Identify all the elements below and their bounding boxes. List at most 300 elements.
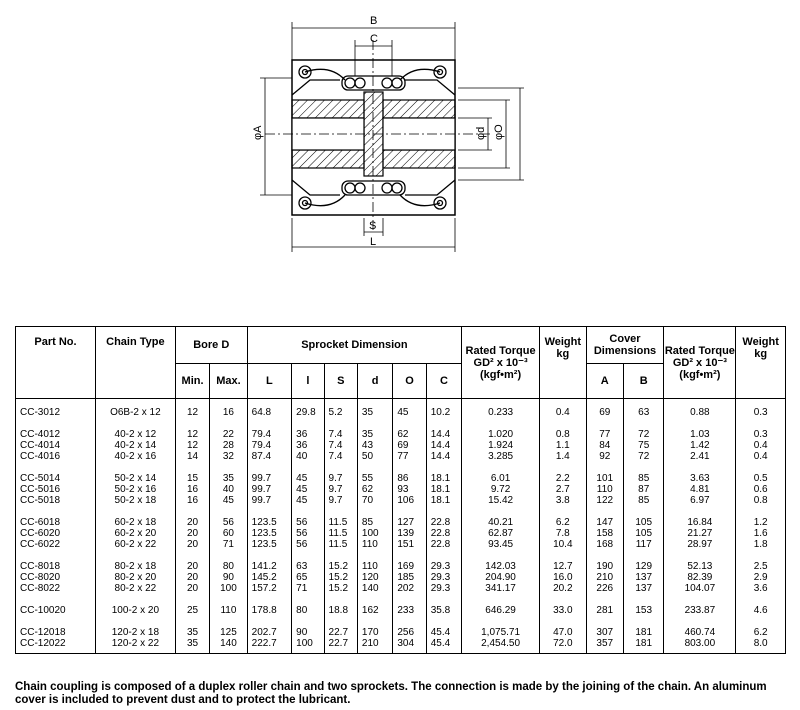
cell-l: 40: [292, 451, 324, 462]
cell-weight: 16.0: [540, 572, 587, 583]
cell-O: 106: [393, 495, 426, 506]
cell-C: 22.8: [426, 517, 461, 528]
cell-weight-2: 0.6: [736, 484, 786, 495]
cell-O: 202: [393, 583, 426, 594]
cell-chain-type: 40-2 x 12: [95, 429, 175, 440]
cell-bore-max: 22: [210, 429, 247, 440]
cell-rated-torque-2: 3.63: [664, 473, 736, 484]
cell-weight-2: 4.6: [736, 605, 786, 616]
cell-rated-torque-2: 82.39: [664, 572, 736, 583]
cell-part-no: CC-10020: [16, 605, 96, 616]
cell-O: 93: [393, 484, 426, 495]
cell-cover-A: 122: [586, 495, 623, 506]
cell-C: 10.2: [426, 407, 461, 418]
cell-d: 120: [357, 572, 392, 583]
cell-bore-max: 16: [210, 407, 247, 418]
cell-rated-torque-2: 1.03: [664, 429, 736, 440]
cell-rated-torque: 1.924: [462, 440, 540, 451]
cell-C: 14.4: [426, 451, 461, 462]
cell-O: 185: [393, 572, 426, 583]
dim-label-dd: φd: [475, 126, 487, 140]
cell-weight: 2.7: [540, 484, 587, 495]
cell-l: 45: [292, 473, 324, 484]
cell-O: 45: [393, 407, 426, 418]
cell-cover-A: 69: [586, 407, 623, 418]
cell-rated-torque-2: 4.81: [664, 484, 736, 495]
cell-bore-min: 20: [175, 517, 209, 528]
cell-weight-2: 0.3: [736, 429, 786, 440]
cell-weight-2: 3.6: [736, 583, 786, 594]
cell-cover-A: 92: [586, 451, 623, 462]
cell-part-no: CC-12018: [16, 627, 96, 638]
cell-L: 178.8: [247, 605, 292, 616]
cell-l: 29.8: [292, 407, 324, 418]
cell-rated-torque: 6.01: [462, 473, 540, 484]
dim-label-B: B: [370, 15, 378, 27]
cell-d: 70: [357, 495, 392, 506]
cell-S: 11.5: [324, 528, 357, 539]
cell-L: 222.7: [247, 638, 292, 654]
cell-C: 14.4: [426, 429, 461, 440]
cell-bore-max: 90: [210, 572, 247, 583]
group-spacer: [16, 550, 786, 561]
header-weight: Weight kg: [540, 327, 587, 399]
cell-weight-2: 1.8: [736, 539, 786, 550]
dim-label-S: S: [369, 220, 377, 232]
cell-cover-B: 137: [623, 572, 663, 583]
cell-cover-B: 117: [623, 539, 663, 550]
cell-bore-min: 16: [175, 484, 209, 495]
cell-cover-A: 307: [586, 627, 623, 638]
cell-cover-B: 181: [623, 627, 663, 638]
cell-d: 100: [357, 528, 392, 539]
header-rated-torque: [462, 327, 540, 399]
table-row: [16, 440, 786, 451]
cell-cover-A: 84: [586, 440, 623, 451]
cell-rated-torque: 62.87: [462, 528, 540, 539]
cell-bore-max: 45: [210, 495, 247, 506]
cell-d: 162: [357, 605, 392, 616]
table-row: [16, 451, 786, 462]
cell-weight: 7.8: [540, 528, 587, 539]
cell-weight-2: 1.6: [736, 528, 786, 539]
cell-cover-A: 190: [586, 561, 623, 572]
table-row: [16, 572, 786, 583]
cell-weight: 12.7: [540, 561, 587, 572]
cell-weight: 1.1: [540, 440, 587, 451]
cell-rated-torque: 1.020: [462, 429, 540, 440]
cell-bore-min: 16: [175, 495, 209, 506]
cell-chain-type: 40-2 x 16: [95, 451, 175, 462]
cell-d: 50: [357, 451, 392, 462]
group-spacer: [16, 399, 786, 408]
cell-rated-torque: 0.233: [462, 407, 540, 418]
cell-cover-B: 129: [623, 561, 663, 572]
cell-L: 145.2: [247, 572, 292, 583]
cell-S: 5.2: [324, 407, 357, 418]
cell-bore-max: 125: [210, 627, 247, 638]
cell-rated-torque-2: 16.84: [664, 517, 736, 528]
cell-rated-torque-2: 28.97: [664, 539, 736, 550]
cell-rated-torque: 15.42: [462, 495, 540, 506]
cell-rated-torque-2: 104.07: [664, 583, 736, 594]
cell-bore-max: 60: [210, 528, 247, 539]
cell-part-no: CC-4012: [16, 429, 96, 440]
cell-L: 99.7: [247, 484, 292, 495]
cell-bore-max: 35: [210, 473, 247, 484]
cell-part-no: CC-8022: [16, 583, 96, 594]
cell-weight: 72.0: [540, 638, 587, 654]
cell-chain-type: 50-2 x 14: [95, 473, 175, 484]
cell-weight-2: 6.2: [736, 627, 786, 638]
cell-O: 77: [393, 451, 426, 462]
group-spacer: [16, 462, 786, 473]
cell-L: 64.8: [247, 407, 292, 418]
cell-S: 7.4: [324, 440, 357, 451]
cell-part-no: CC-6018: [16, 517, 96, 528]
cell-weight: 0.4: [540, 407, 587, 418]
cell-bore-min: 12: [175, 407, 209, 418]
cell-rated-torque: 646.29: [462, 605, 540, 616]
table-row: [16, 473, 786, 484]
cell-d: 35: [357, 429, 392, 440]
cell-bore-min: 14: [175, 451, 209, 462]
cell-bore-max: 28: [210, 440, 247, 451]
header-cover-dimensions: Cover Dimensions: [586, 327, 664, 364]
cell-l: 63: [292, 561, 324, 572]
spec-table: [15, 326, 786, 654]
cell-L: 141.2: [247, 561, 292, 572]
table-row: [16, 517, 786, 528]
cell-bore-max: 140: [210, 638, 247, 654]
dim-label-C: C: [370, 33, 378, 45]
cell-C: 14.4: [426, 440, 461, 451]
cell-bore-max: 100: [210, 583, 247, 594]
cell-O: 256: [393, 627, 426, 638]
cell-weight-2: 0.4: [736, 451, 786, 462]
cell-O: 62: [393, 429, 426, 440]
cell-bore-max: 40: [210, 484, 247, 495]
cell-O: 233: [393, 605, 426, 616]
header-d: d: [357, 364, 392, 399]
cell-rated-torque: 204.90: [462, 572, 540, 583]
cell-rated-torque-2: 21.27: [664, 528, 736, 539]
cell-part-no: CC-5014: [16, 473, 96, 484]
cell-bore-min: 20: [175, 528, 209, 539]
gd2-label-2: GD² x 10⁻³: [672, 356, 727, 369]
cell-C: 18.1: [426, 473, 461, 484]
cell-rated-torque: 1,075.71: [462, 627, 540, 638]
cell-bore-max: 32: [210, 451, 247, 462]
cell-weight-2: 0.4: [736, 440, 786, 451]
cell-cover-B: 72: [623, 451, 663, 462]
cell-L: 79.4: [247, 440, 292, 451]
gd2-unit: (kgf•m²): [480, 368, 522, 381]
cell-rated-torque-2: 0.88: [664, 407, 736, 418]
cell-chain-type: 60-2 x 22: [95, 539, 175, 550]
cell-S: 11.5: [324, 517, 357, 528]
cell-rated-torque: 40.21: [462, 517, 540, 528]
cell-L: 157.2: [247, 583, 292, 594]
dim-label-dO: φO: [493, 124, 505, 140]
cell-d: 55: [357, 473, 392, 484]
cell-chain-type: 120-2 x 22: [95, 638, 175, 654]
cell-chain-type: 120-2 x 18: [95, 627, 175, 638]
cell-weight-2: 2.9: [736, 572, 786, 583]
cell-weight: 0.8: [540, 429, 587, 440]
cell-cover-A: 226: [586, 583, 623, 594]
cell-S: 9.7: [324, 495, 357, 506]
cell-O: 69: [393, 440, 426, 451]
cell-cover-B: 153: [623, 605, 663, 616]
cell-L: 123.5: [247, 528, 292, 539]
cell-cover-B: 87: [623, 484, 663, 495]
cell-cover-A: 101: [586, 473, 623, 484]
table-row: [16, 495, 786, 506]
cell-part-no: CC-5018: [16, 495, 96, 506]
cell-rated-torque: 3.285: [462, 451, 540, 462]
cell-cover-B: 137: [623, 583, 663, 594]
coupling-drawing: [0, 0, 800, 320]
cell-C: 35.8: [426, 605, 461, 616]
cell-d: 210: [357, 638, 392, 654]
cell-rated-torque: 341.17: [462, 583, 540, 594]
cell-O: 139: [393, 528, 426, 539]
cell-l: 36: [292, 440, 324, 451]
header-chain-type: Chain Type: [95, 327, 175, 399]
cell-C: 22.8: [426, 528, 461, 539]
cell-weight: 20.2: [540, 583, 587, 594]
cell-cover-A: 77: [586, 429, 623, 440]
cell-O: 86: [393, 473, 426, 484]
cell-rated-torque: 142.03: [462, 561, 540, 572]
cell-cover-B: 85: [623, 473, 663, 484]
cell-L: 99.7: [247, 473, 292, 484]
cell-bore-min: 25: [175, 605, 209, 616]
cell-d: 110: [357, 539, 392, 550]
table-row: [16, 429, 786, 440]
cell-C: 45.4: [426, 627, 461, 638]
spec-table-body: [16, 399, 786, 654]
cell-cover-B: 105: [623, 528, 663, 539]
table-row: [16, 605, 786, 616]
cell-l: 65: [292, 572, 324, 583]
cell-d: 43: [357, 440, 392, 451]
table-row: [16, 627, 786, 638]
header-bore-max: Max.: [210, 364, 247, 399]
cell-cover-B: 63: [623, 407, 663, 418]
header-l: l: [292, 364, 324, 399]
table-row: [16, 407, 786, 418]
cell-rated-torque: 93.45: [462, 539, 540, 550]
torque-label-2: Rated Torque: [664, 344, 735, 357]
cell-d: 35: [357, 407, 392, 418]
header-rated-torque-2: [664, 327, 736, 399]
dim-label-L: L: [370, 236, 377, 248]
cell-l: 80: [292, 605, 324, 616]
cell-weight: 1.4: [540, 451, 587, 462]
cell-part-no: CC-4014: [16, 440, 96, 451]
cell-cover-B: 75: [623, 440, 663, 451]
cell-chain-type: 50-2 x 18: [95, 495, 175, 506]
table-row: [16, 528, 786, 539]
cell-part-no: CC-8018: [16, 561, 96, 572]
cell-weight-2: 8.0: [736, 638, 786, 654]
cell-bore-min: 15: [175, 473, 209, 484]
cell-C: 29.3: [426, 561, 461, 572]
cell-weight: 6.2: [540, 517, 587, 528]
group-spacer: [16, 616, 786, 627]
group-spacer: [16, 418, 786, 429]
header-O: O: [393, 364, 426, 399]
cell-cover-A: 168: [586, 539, 623, 550]
cell-part-no: CC-6022: [16, 539, 96, 550]
table-row: [16, 583, 786, 594]
cell-S: 9.7: [324, 473, 357, 484]
cell-part-no: CC-6020: [16, 528, 96, 539]
cell-weight: 3.8: [540, 495, 587, 506]
header-cover-B: B: [623, 364, 663, 399]
cell-bore-min: 12: [175, 440, 209, 451]
cell-cover-A: 357: [586, 638, 623, 654]
cell-L: 87.4: [247, 451, 292, 462]
cell-l: 36: [292, 429, 324, 440]
cell-S: 18.8: [324, 605, 357, 616]
cell-rated-torque-2: 2.41: [664, 451, 736, 462]
cell-chain-type: 60-2 x 20: [95, 528, 175, 539]
cell-bore-max: 110: [210, 605, 247, 616]
torque-label: Rated Torque: [465, 344, 536, 357]
cell-bore-min: 35: [175, 638, 209, 654]
cell-C: 29.3: [426, 583, 461, 594]
cell-part-no: CC-12022: [16, 638, 96, 654]
cell-l: 45: [292, 495, 324, 506]
cell-chain-type: O6B-2 x 12: [95, 407, 175, 418]
cell-O: 169: [393, 561, 426, 572]
cell-S: 15.2: [324, 561, 357, 572]
cell-cover-A: 281: [586, 605, 623, 616]
cell-C: 18.1: [426, 495, 461, 506]
cell-chain-type: 60-2 x 18: [95, 517, 175, 528]
table-row: [16, 638, 786, 654]
cell-L: 99.7: [247, 495, 292, 506]
cell-S: 22.7: [324, 638, 357, 654]
cell-C: 22.8: [426, 539, 461, 550]
cell-d: 85: [357, 517, 392, 528]
cell-weight: 2.2: [540, 473, 587, 484]
header-part-no: Part No.: [16, 327, 96, 399]
cell-cover-A: 110: [586, 484, 623, 495]
group-spacer: [16, 594, 786, 605]
cell-d: 140: [357, 583, 392, 594]
cell-chain-type: 80-2 x 20: [95, 572, 175, 583]
cell-rated-torque: 2,454.50: [462, 638, 540, 654]
cell-cover-B: 85: [623, 495, 663, 506]
cell-part-no: CC-4016: [16, 451, 96, 462]
cell-S: 15.2: [324, 583, 357, 594]
table-row: [16, 539, 786, 550]
cell-S: 7.4: [324, 451, 357, 462]
cell-part-no: CC-8020: [16, 572, 96, 583]
cell-cover-B: 181: [623, 638, 663, 654]
cell-chain-type: 100-2 x 20: [95, 605, 175, 616]
cell-C: 45.4: [426, 638, 461, 654]
cell-C: 29.3: [426, 572, 461, 583]
cell-rated-torque-2: 52.13: [664, 561, 736, 572]
cell-bore-min: 20: [175, 572, 209, 583]
cell-bore-min: 20: [175, 561, 209, 572]
cell-rated-torque: 9.72: [462, 484, 540, 495]
cell-weight: 47.0: [540, 627, 587, 638]
dim-label-dA: φA: [252, 125, 264, 140]
cell-cover-A: 147: [586, 517, 623, 528]
cell-S: 11.5: [324, 539, 357, 550]
header-bore-min: Min.: [175, 364, 209, 399]
cell-l: 56: [292, 539, 324, 550]
header-weight-2: Weight kg: [736, 327, 786, 399]
cell-rated-torque-2: 1.42: [664, 440, 736, 451]
cell-rated-torque-2: 6.97: [664, 495, 736, 506]
cell-d: 170: [357, 627, 392, 638]
cell-L: 123.5: [247, 517, 292, 528]
cell-l: 90: [292, 627, 324, 638]
header-cover-A: A: [586, 364, 623, 399]
cell-L: 123.5: [247, 539, 292, 550]
cell-S: 9.7: [324, 484, 357, 495]
cell-chain-type: 40-2 x 14: [95, 440, 175, 451]
cell-O: 127: [393, 517, 426, 528]
gd2-unit-2: (kgf•m²): [679, 368, 721, 381]
cell-chain-type: 80-2 x 22: [95, 583, 175, 594]
table-row: [16, 561, 786, 572]
cell-C: 18.1: [426, 484, 461, 495]
cell-part-no: CC-5016: [16, 484, 96, 495]
header-sprocket-dimension: Sprocket Dimension: [247, 327, 461, 364]
group-spacer: [16, 506, 786, 517]
cell-S: 22.7: [324, 627, 357, 638]
cell-S: 15.2: [324, 572, 357, 583]
cell-rated-torque-2: 460.74: [664, 627, 736, 638]
cell-l: 100: [292, 638, 324, 654]
footnote: Chain coupling is composed of a duplex roller chain and two sprockets. The connection is made by the joining of the chain. An aluminum cover is included to prevent dust and to protect the lubricant.: [15, 681, 767, 706]
header-bore: Bore D: [175, 327, 247, 364]
cell-cover-B: 72: [623, 429, 663, 440]
header-S: S: [324, 364, 357, 399]
cell-weight-2: 0.5: [736, 473, 786, 484]
cell-bore-max: 80: [210, 561, 247, 572]
cell-weight-2: 2.5: [736, 561, 786, 572]
cell-part-no: CC-3012: [16, 407, 96, 418]
header-L: L: [247, 364, 292, 399]
cell-O: 304: [393, 638, 426, 654]
cell-bore-max: 71: [210, 539, 247, 550]
cell-weight: 10.4: [540, 539, 587, 550]
cell-d: 62: [357, 484, 392, 495]
cell-l: 56: [292, 517, 324, 528]
cell-L: 79.4: [247, 429, 292, 440]
cell-bore-min: 20: [175, 583, 209, 594]
cell-bore-min: 20: [175, 539, 209, 550]
gd2-label: GD² x 10⁻³: [473, 356, 528, 369]
cell-rated-torque-2: 803.00: [664, 638, 736, 654]
cell-l: 71: [292, 583, 324, 594]
cell-weight-2: 0.8: [736, 495, 786, 506]
cell-bore-max: 56: [210, 517, 247, 528]
cell-cover-A: 158: [586, 528, 623, 539]
cell-cover-A: 210: [586, 572, 623, 583]
cell-weight-2: 0.3: [736, 407, 786, 418]
cell-chain-type: 80-2 x 18: [95, 561, 175, 572]
